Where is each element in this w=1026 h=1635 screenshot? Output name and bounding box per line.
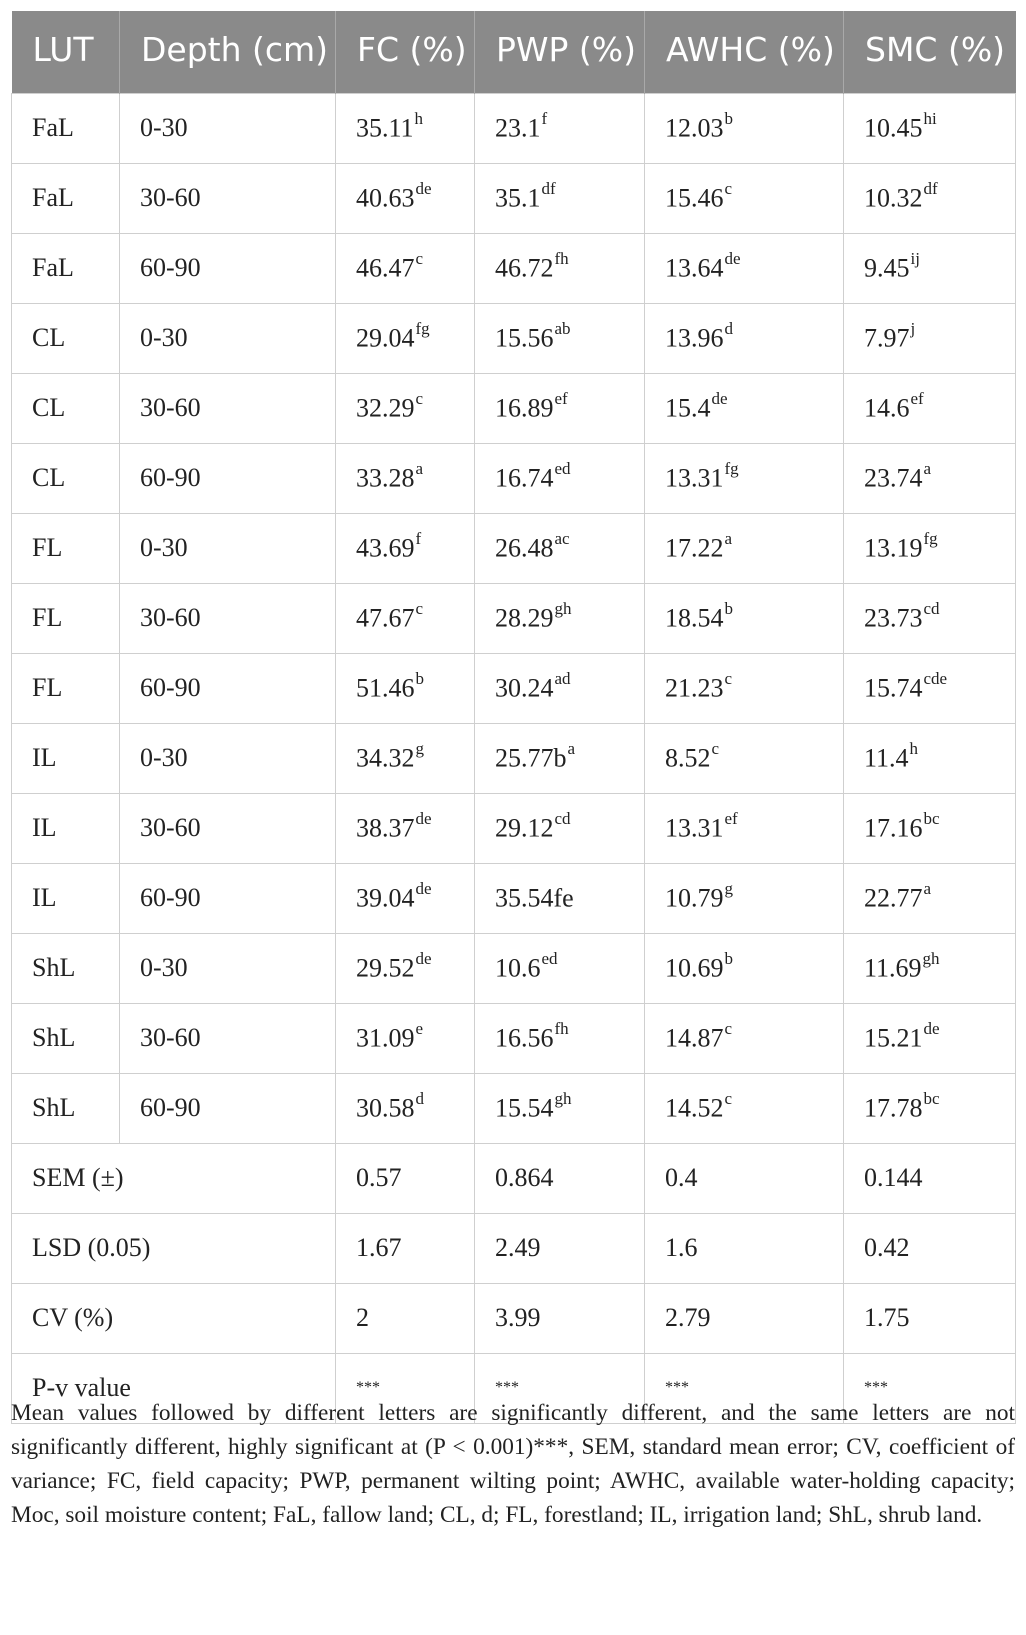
table-row <box>12 653 1016 723</box>
cell-fc-value: 34.32 <box>356 743 415 773</box>
cell-fc-letters: e <box>415 1019 424 1039</box>
cell-fc-value: 47.67 <box>356 603 415 633</box>
table-row <box>12 1003 1016 1073</box>
cell-fc <box>336 513 475 583</box>
cell-awhc-letters: c <box>724 1089 733 1109</box>
cell-smc-value: 14.6 <box>864 393 910 423</box>
cell-fc <box>336 723 475 793</box>
cell-fc-letters: de <box>415 949 432 969</box>
cell-awhc <box>645 1003 844 1073</box>
table-row <box>12 933 1016 1003</box>
cell-depth: 30-60 <box>120 583 336 653</box>
header-fc: FC (%) <box>336 11 475 93</box>
table-row <box>12 233 1016 303</box>
cell-awhc <box>645 1073 844 1143</box>
stats-label: P-v value <box>12 1353 336 1423</box>
cell-lut: FaL <box>12 163 120 233</box>
cell-smc-value: 10.45 <box>864 113 923 143</box>
cell-awhc <box>645 303 844 373</box>
stats-row <box>12 1283 1016 1353</box>
cell-smc <box>844 373 1016 443</box>
cell-pwp <box>475 933 645 1003</box>
cell-lut: CL <box>12 303 120 373</box>
cell-pwp-letters: cd <box>554 809 571 829</box>
cell-awhc-letters: b <box>724 949 733 969</box>
cell-smc-value: 23.73 <box>864 603 923 633</box>
cell-pwp <box>475 1073 645 1143</box>
cell-awhc-value: 13.64 <box>665 253 724 283</box>
cell-pwp-value: 35.1 <box>495 183 541 213</box>
cell-pwp <box>475 513 645 583</box>
cell-fc-letters: fg <box>415 319 430 339</box>
cell-pwp-value: 29.12 <box>495 813 554 843</box>
cell-pwp-value: 30.24 <box>495 673 554 703</box>
cell-smc-value: 17.16 <box>864 813 923 843</box>
cell-pwp-value: 10.6 <box>495 953 541 983</box>
cell-pwp-value: 16.74 <box>495 463 554 493</box>
cell-awhc-value: 17.22 <box>665 533 724 563</box>
cell-awhc-letters: fg <box>724 459 739 479</box>
cell-awhc <box>645 723 844 793</box>
cell-pwp-value: 15.54 <box>495 1093 554 1123</box>
cell-fc <box>336 93 475 163</box>
cell-smc <box>844 583 1016 653</box>
cell-pwp-letters: fh <box>554 249 569 269</box>
cell-depth: 60-90 <box>120 863 336 933</box>
cell-awhc <box>645 863 844 933</box>
cell-lut: ShL <box>12 1073 120 1143</box>
cell-awhc-value: 12.03 <box>665 113 724 143</box>
cell-depth: 0-30 <box>120 513 336 583</box>
stats-smc: 0.42 <box>844 1213 1016 1283</box>
soil-water-table <box>11 11 1016 1424</box>
cell-smc-value: 15.74 <box>864 673 923 703</box>
cell-awhc-letters: c <box>724 1019 733 1039</box>
stats-fc: 0.57 <box>336 1143 475 1213</box>
cell-smc-letters: cd <box>923 599 940 619</box>
cell-awhc-value: 10.69 <box>665 953 724 983</box>
cell-pwp <box>475 303 645 373</box>
header-smc: SMC (%) <box>844 11 1016 93</box>
cell-smc-value: 22.77 <box>864 883 923 913</box>
cell-awhc-letters: b <box>724 109 733 129</box>
stats-pwp: 0.864 <box>475 1143 645 1213</box>
table-header-row <box>12 11 1016 93</box>
cell-smc <box>844 513 1016 583</box>
cell-awhc-letters: b <box>724 599 733 619</box>
cell-pwp <box>475 93 645 163</box>
cell-lut: FL <box>12 513 120 583</box>
cell-smc-value: 10.32 <box>864 183 923 213</box>
cell-pwp <box>475 443 645 513</box>
cell-fc-value: 31.09 <box>356 1023 415 1053</box>
cell-pwp-letters: ab <box>554 319 571 339</box>
cell-smc-letters: bc <box>923 1089 940 1109</box>
cell-smc-value: 17.78 <box>864 1093 923 1123</box>
cell-pwp-value: 25.77b <box>495 743 567 773</box>
cell-smc <box>844 1073 1016 1143</box>
table-row <box>12 513 1016 583</box>
cell-pwp-letters: ed <box>554 459 571 479</box>
cell-awhc <box>645 653 844 723</box>
table-row <box>12 723 1016 793</box>
cell-awhc-letters: de <box>711 389 728 409</box>
cell-fc-letters: b <box>415 669 424 689</box>
cell-fc-letters: de <box>415 179 432 199</box>
cell-smc-letters: cde <box>923 669 948 689</box>
stats-label: CV (%) <box>12 1283 336 1353</box>
cell-smc <box>844 443 1016 513</box>
cell-smc-letters: df <box>923 179 938 199</box>
cell-lut: FaL <box>12 93 120 163</box>
cell-awhc <box>645 583 844 653</box>
stats-awhc: 1.6 <box>645 1213 844 1283</box>
cell-smc <box>844 723 1016 793</box>
cell-awhc-letters: c <box>711 739 720 759</box>
cell-depth: 30-60 <box>120 1003 336 1073</box>
cell-pwp-value: 28.29 <box>495 603 554 633</box>
cell-smc-value: 11.4 <box>864 743 909 773</box>
stats-fc: 1.67 <box>336 1213 475 1283</box>
stats-row <box>12 1213 1016 1283</box>
table-row <box>12 583 1016 653</box>
cell-pwp <box>475 1003 645 1073</box>
cell-smc-value: 23.74 <box>864 463 923 493</box>
cell-awhc-value: 10.79 <box>665 883 724 913</box>
cell-pwp-value: 15.56 <box>495 323 554 353</box>
cell-fc <box>336 163 475 233</box>
cell-awhc-value: 13.31 <box>665 463 724 493</box>
cell-smc <box>844 933 1016 1003</box>
cell-lut: IL <box>12 723 120 793</box>
cell-awhc-value: 21.23 <box>665 673 724 703</box>
cell-awhc-letters: ef <box>724 809 738 829</box>
cell-pwp-letters: ac <box>554 529 570 549</box>
cell-awhc-value: 13.31 <box>665 813 724 843</box>
cell-depth: 60-90 <box>120 443 336 513</box>
cell-fc-value: 46.47 <box>356 253 415 283</box>
cell-fc-value: 51.46 <box>356 673 415 703</box>
cell-smc <box>844 303 1016 373</box>
table-body <box>12 93 1016 1423</box>
header-lut: LUT <box>12 11 120 93</box>
cell-smc-letters: j <box>910 319 916 339</box>
cell-depth: 0-30 <box>120 933 336 1003</box>
cell-fc <box>336 653 475 723</box>
cell-pwp-letters: ed <box>541 949 558 969</box>
cell-lut: FaL <box>12 233 120 303</box>
cell-awhc <box>645 93 844 163</box>
cell-smc-value: 15.21 <box>864 1023 923 1053</box>
table-row <box>12 863 1016 933</box>
cell-awhc-value: 8.52 <box>665 743 711 773</box>
cell-awhc <box>645 793 844 863</box>
cell-awhc-letters: de <box>724 249 741 269</box>
cell-pwp-value: 26.48 <box>495 533 554 563</box>
data-table-container <box>11 11 1015 1424</box>
cell-depth: 30-60 <box>120 163 336 233</box>
cell-fc-letters: c <box>415 249 424 269</box>
cell-smc-letters: de <box>923 1019 940 1039</box>
cell-fc-value: 35.11 <box>356 113 414 143</box>
cell-smc-letters: fg <box>923 529 938 549</box>
cell-lut: ShL <box>12 933 120 1003</box>
cell-depth: 60-90 <box>120 653 336 723</box>
cell-fc <box>336 1003 475 1073</box>
header-pwp: PWP (%) <box>475 11 645 93</box>
cell-smc <box>844 233 1016 303</box>
stats-label: LSD (0.05) <box>12 1213 336 1283</box>
cell-smc-letters: bc <box>923 809 940 829</box>
cell-fc <box>336 443 475 513</box>
cell-fc-value: 40.63 <box>356 183 415 213</box>
stats-pwp: 2.49 <box>475 1213 645 1283</box>
cell-awhc <box>645 163 844 233</box>
cell-fc <box>336 1073 475 1143</box>
cell-awhc-letters: a <box>724 529 733 549</box>
header-depth: Depth (cm) <box>120 11 336 93</box>
cell-smc-value: 9.45 <box>864 253 910 283</box>
cell-fc <box>336 933 475 1003</box>
cell-lut: FL <box>12 583 120 653</box>
cell-lut: ShL <box>12 1003 120 1073</box>
cell-awhc <box>645 443 844 513</box>
table-row <box>12 163 1016 233</box>
cell-smc-letters: a <box>923 459 932 479</box>
table-row <box>12 303 1016 373</box>
cell-smc <box>844 863 1016 933</box>
cell-pwp <box>475 583 645 653</box>
cell-smc-value: 13.19 <box>864 533 923 563</box>
stats-awhc: 2.79 <box>645 1283 844 1353</box>
cell-fc-letters: d <box>415 1089 424 1109</box>
cell-fc-letters: c <box>415 389 424 409</box>
cell-depth: 0-30 <box>120 303 336 373</box>
cell-depth: 30-60 <box>120 793 336 863</box>
cell-fc <box>336 373 475 443</box>
cell-fc <box>336 793 475 863</box>
cell-fc <box>336 233 475 303</box>
stats-label: SEM (±) <box>12 1143 336 1213</box>
stats-pwp: 3.99 <box>475 1283 645 1353</box>
cell-smc <box>844 163 1016 233</box>
cell-awhc <box>645 513 844 583</box>
cell-awhc-value: 18.54 <box>665 603 724 633</box>
cell-lut: IL <box>12 793 120 863</box>
cell-awhc <box>645 233 844 303</box>
cell-awhc <box>645 373 844 443</box>
cell-pwp-letters: gh <box>554 599 572 619</box>
cell-fc-value: 29.04 <box>356 323 415 353</box>
cell-fc <box>336 303 475 373</box>
cell-smc <box>844 793 1016 863</box>
stats-pwp: *** <box>475 1353 645 1423</box>
cell-pwp-letters: f <box>541 109 548 129</box>
cell-pwp <box>475 233 645 303</box>
cell-pwp-letters: a <box>567 739 576 759</box>
cell-pwp <box>475 373 645 443</box>
cell-awhc <box>645 933 844 1003</box>
cell-pwp <box>475 723 645 793</box>
cell-lut: FL <box>12 653 120 723</box>
cell-fc-letters: de <box>415 809 432 829</box>
cell-smc <box>844 1003 1016 1073</box>
cell-pwp-value: 16.89 <box>495 393 554 423</box>
stats-fc: 2 <box>336 1283 475 1353</box>
cell-pwp-value: 23.1 <box>495 113 541 143</box>
cell-awhc-value: 15.4 <box>665 393 711 423</box>
cell-fc-letters: h <box>414 109 424 129</box>
cell-fc-value: 30.58 <box>356 1093 415 1123</box>
cell-awhc-value: 14.87 <box>665 1023 724 1053</box>
cell-smc-letters: gh <box>922 949 940 969</box>
cell-smc-letters: hi <box>923 109 937 129</box>
cell-fc-value: 43.69 <box>356 533 415 563</box>
cell-fc-letters: f <box>415 529 422 549</box>
cell-fc-letters: a <box>415 459 424 479</box>
cell-smc-letters: a <box>923 879 932 899</box>
cell-smc-value: 7.97 <box>864 323 910 353</box>
cell-awhc-value: 15.46 <box>665 183 724 213</box>
table-footnote: Mean values followed by different letters are significantly different, and the same letters are not significantly different, highly significant at (P < 0.001)***, SEM, standard mean error; CV, coefficient of variance; FC, field capacity; PWP, permanent wilting point; AWHC, available water-holding capacity; Moc, soil moisture content; FaL, fallow land; CL, d; FL, forestland; IL, irrigation land; ShL, shrub land. <box>11 1400 1015 1528</box>
stats-awhc: *** <box>645 1353 844 1423</box>
cell-pwp-letters: ef <box>554 389 568 409</box>
stats-awhc: 0.4 <box>645 1143 844 1213</box>
cell-fc <box>336 583 475 653</box>
stats-row <box>12 1143 1016 1213</box>
stats-fc: *** <box>336 1353 475 1423</box>
cell-awhc-letters: d <box>724 319 733 339</box>
cell-pwp-value: 16.56 <box>495 1023 554 1053</box>
cell-pwp-letters: gh <box>554 1089 572 1109</box>
cell-fc-value: 39.04 <box>356 883 415 913</box>
cell-smc <box>844 653 1016 723</box>
cell-fc-value: 38.37 <box>356 813 415 843</box>
cell-depth: 60-90 <box>120 233 336 303</box>
cell-smc <box>844 93 1016 163</box>
cell-pwp-value: 35.54fe <box>495 883 574 913</box>
cell-depth: 0-30 <box>120 93 336 163</box>
cell-fc-letters: c <box>415 599 424 619</box>
cell-pwp <box>475 653 645 723</box>
cell-smc-letters: ef <box>910 389 924 409</box>
cell-pwp <box>475 793 645 863</box>
cell-fc-value: 32.29 <box>356 393 415 423</box>
table-row <box>12 373 1016 443</box>
cell-lut: CL <box>12 443 120 513</box>
cell-lut: IL <box>12 863 120 933</box>
cell-awhc-value: 14.52 <box>665 1093 724 1123</box>
cell-depth: 60-90 <box>120 1073 336 1143</box>
stats-smc: 1.75 <box>844 1283 1016 1353</box>
table-row <box>12 793 1016 863</box>
cell-smc-letters: ij <box>910 249 920 269</box>
table-row <box>12 1073 1016 1143</box>
cell-fc-value: 33.28 <box>356 463 415 493</box>
cell-fc-value: 29.52 <box>356 953 415 983</box>
cell-pwp-letters: fh <box>554 1019 569 1039</box>
cell-awhc-letters: c <box>724 669 733 689</box>
cell-fc-letters: g <box>415 739 424 759</box>
table-row <box>12 443 1016 513</box>
cell-smc-value: 11.69 <box>864 953 922 983</box>
cell-fc <box>336 863 475 933</box>
cell-awhc-letters: g <box>724 879 733 899</box>
cell-pwp <box>475 863 645 933</box>
cell-fc-letters: de <box>415 879 432 899</box>
stats-smc: 0.144 <box>844 1143 1016 1213</box>
cell-lut: CL <box>12 373 120 443</box>
header-awhc: AWHC (%) <box>645 11 844 93</box>
cell-pwp-letters: ad <box>554 669 571 689</box>
stats-smc: *** <box>844 1353 1016 1423</box>
cell-awhc-letters: c <box>724 179 733 199</box>
table-row <box>12 93 1016 163</box>
cell-pwp <box>475 163 645 233</box>
cell-depth: 0-30 <box>120 723 336 793</box>
cell-pwp-letters: df <box>541 179 556 199</box>
cell-pwp-value: 46.72 <box>495 253 554 283</box>
cell-awhc-value: 13.96 <box>665 323 724 353</box>
cell-depth: 30-60 <box>120 373 336 443</box>
cell-smc-letters: h <box>909 739 919 759</box>
